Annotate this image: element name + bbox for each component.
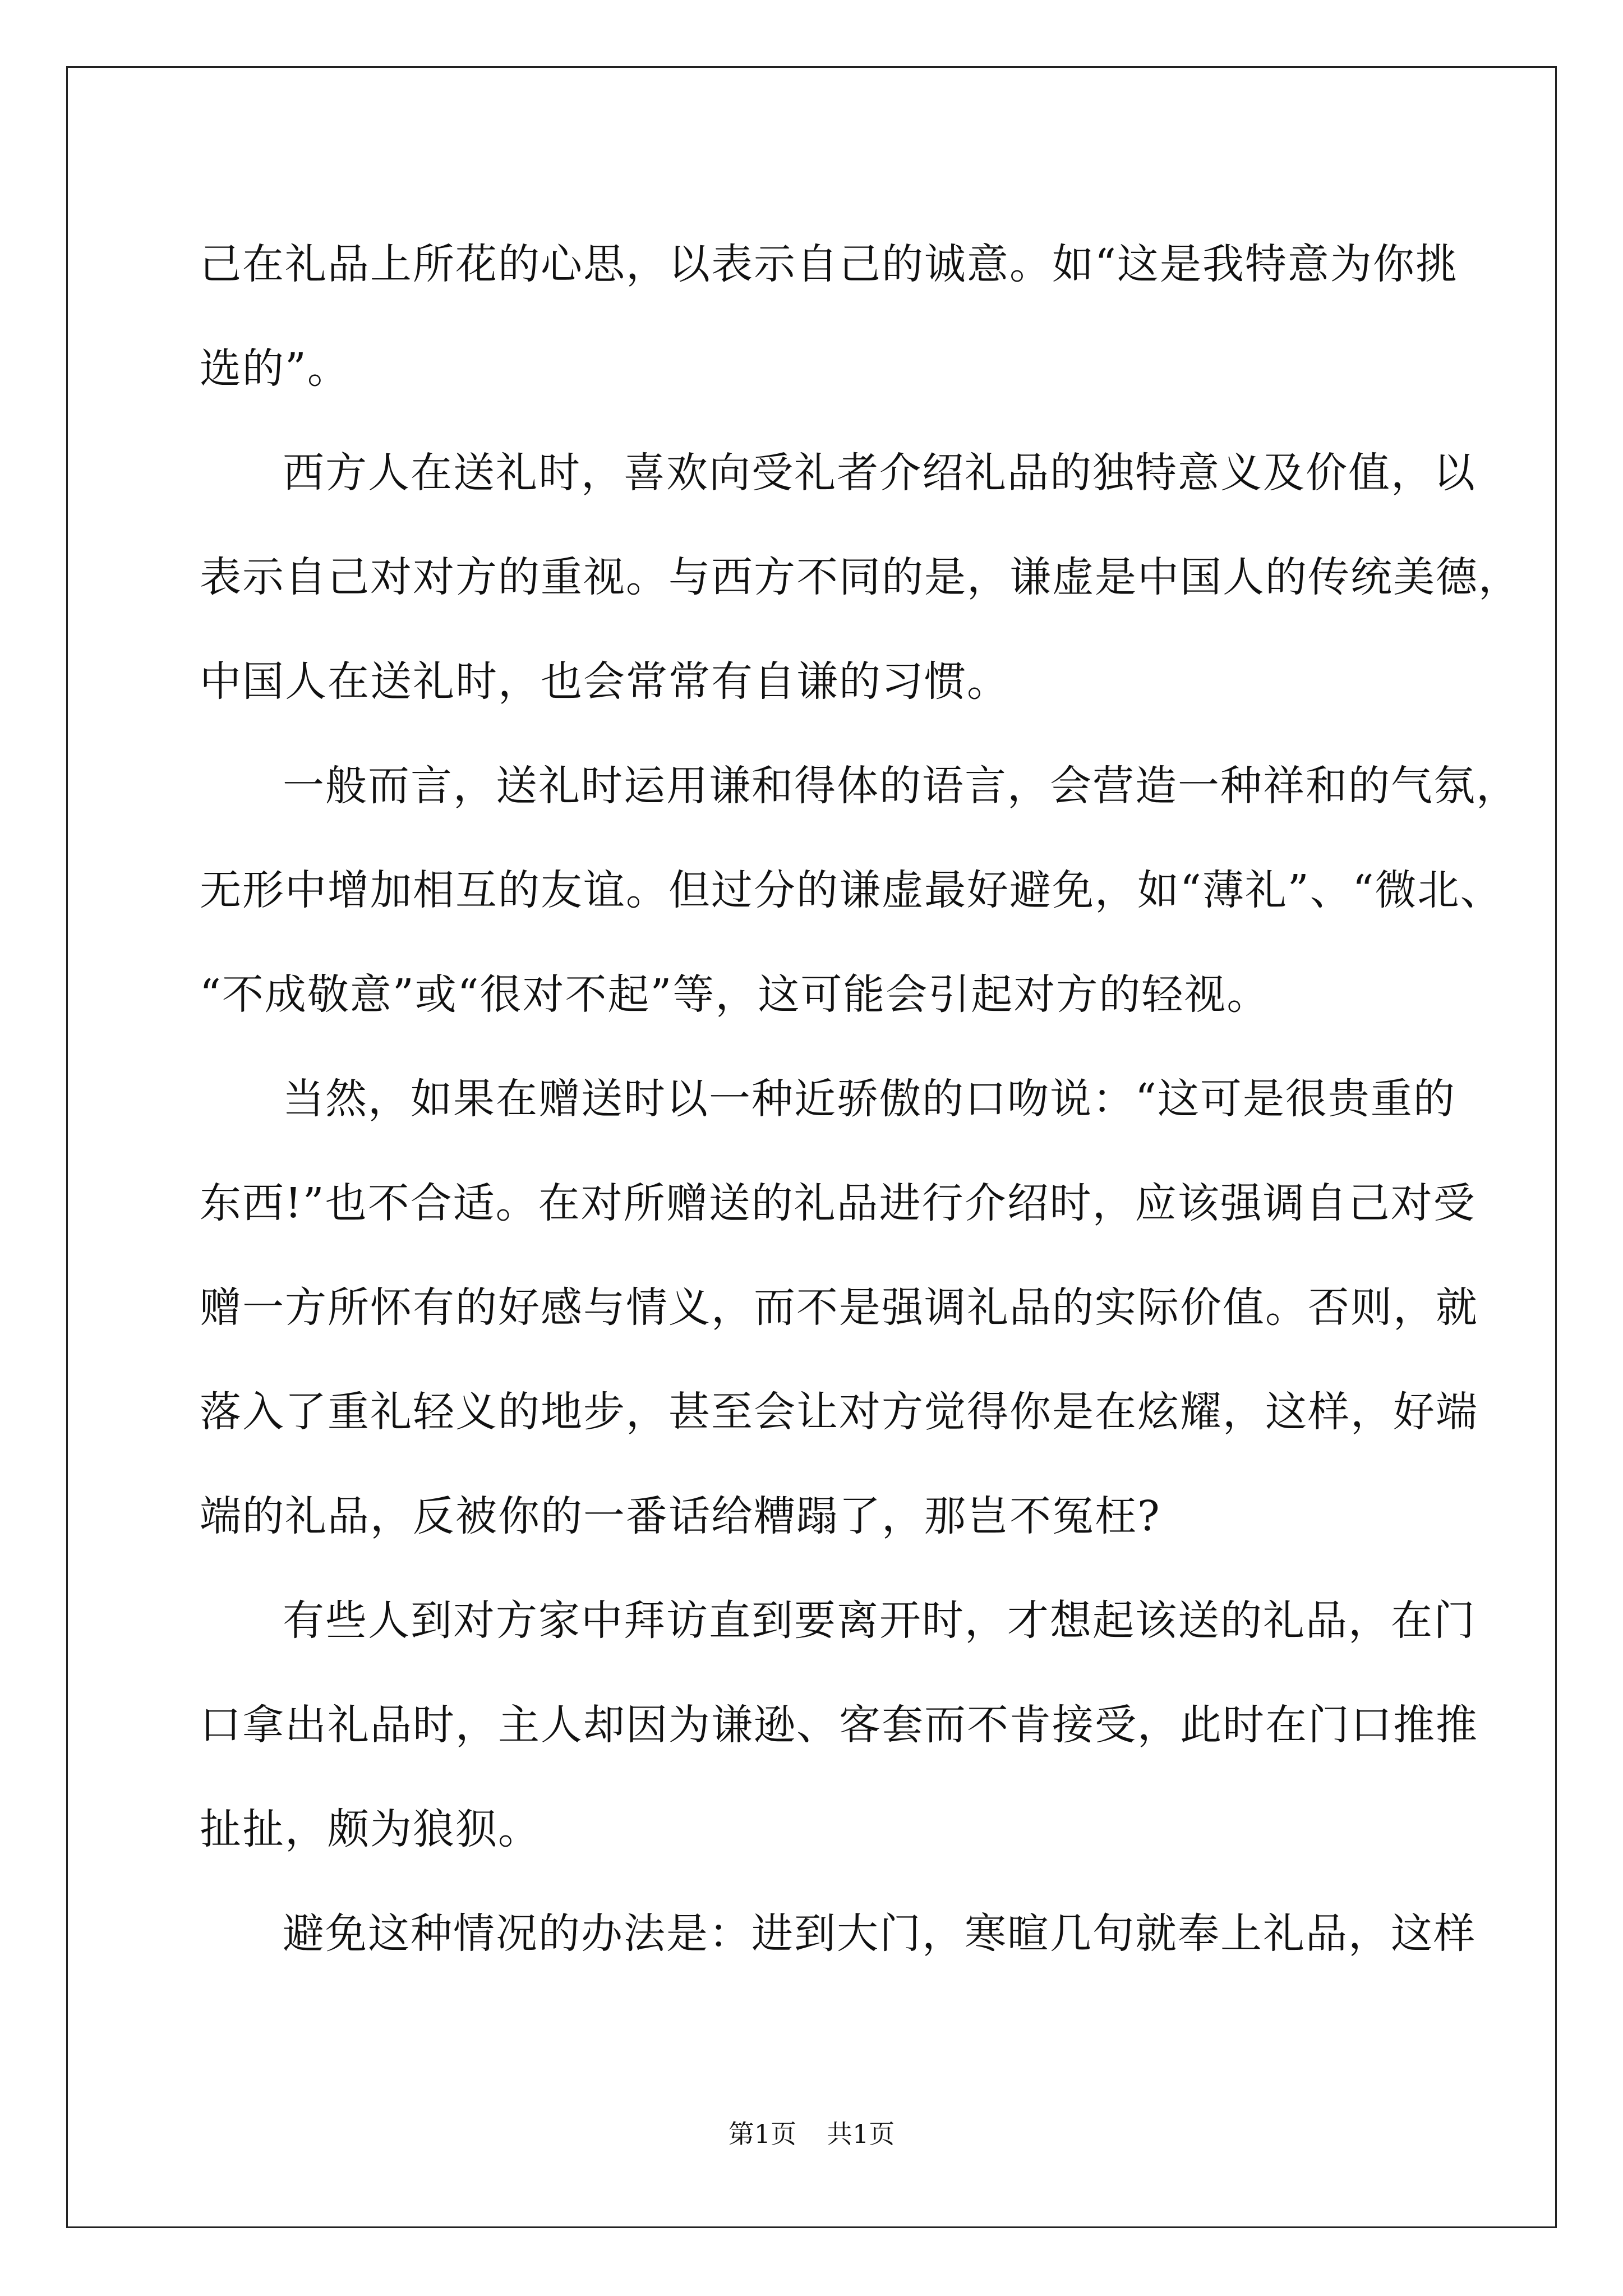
page-footer [0,2117,1623,2151]
text-line: 一般而言，送礼时运用谦和得体的语言，会营造一种祥和的气氛， [283,762,1519,810]
text-line: 己在礼品上所花的心思，以表示自己的诚意。如“这是我特意为你挑 [200,240,1458,288]
page-number: 第1页 [728,2119,796,2149]
text-line: 东西!”也不合适。在对所赠送的礼品进行介绍时，应该强调自己对受 [200,1179,1476,1227]
text-line: 避免这种情况的办法是：进到大门，寒暄几句就奉上礼品，这样 [283,1910,1476,1958]
text-line: “不成敬意”或“很对不起”等，这可能会引起对方的轻视。 [200,970,1270,1019]
text-line: 口拿出礼品时，主人却因为谦逊、客套而不肯接受，此时在门口推推 [200,1701,1478,1749]
text-line: 表示自己对对方的重视。与西方不同的是，谦虚是中国人的传统美德， [200,553,1521,601]
text-line: 端的礼品，反被你的一番话给糟蹋了，那岂不冤枉? [200,1492,1161,1540]
text-line: 当然，如果在赠送时以一种近骄傲的口吻说：“这可是很贵重的 [283,1075,1456,1123]
document-body [200,212,1521,1986]
text-line: 中国人在送礼时，也会常常有自谦的习惯。 [200,657,1009,706]
text-line: 赠一方所怀有的好感与情义，而不是强调礼品的实际价值。否则，就 [200,1283,1478,1332]
page-total: 共1页 [827,2119,895,2149]
text-line: 西方人在送礼时，喜欢向受礼者介绍礼品的独特意义及价值，以 [283,449,1476,497]
text-line: 无形中增加相互的友谊。但过分的谦虚最好避免，如“薄礼”、“微北、 [200,866,1503,914]
text-line: 扯扯，颇为狼狈。 [200,1805,541,1853]
text-line: 落入了重礼轻义的地步，甚至会让对方觉得你是在炫耀，这样，好端 [200,1388,1478,1436]
text-line: 有些人到对方家中拜访直到要离开时，才想起该送的礼品，在门 [283,1596,1476,1645]
text-line: 选的”。 [200,344,350,393]
